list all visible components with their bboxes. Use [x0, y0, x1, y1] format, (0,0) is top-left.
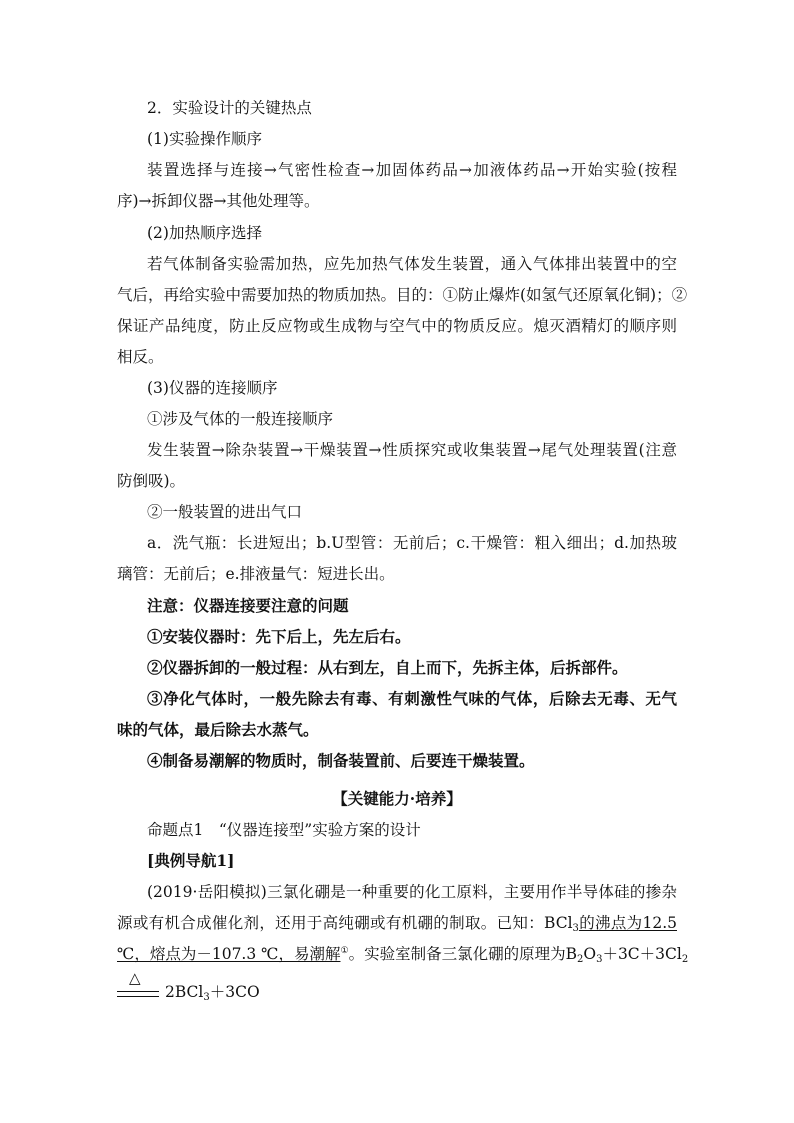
- paragraph-line: 保证产品纯度，防止反应物或生成物与空气中的物质反应。熄灭酒精灯的顺序则: [117, 317, 677, 335]
- list-item: ②一般装置的进出气口: [147, 503, 303, 521]
- paragraph-line: 发生装置→除杂装置→干燥装置→性质探究或收集装置→尾气处理装置(注意: [147, 441, 677, 459]
- note-item: ②仪器拆卸的一般过程：从右到左，自上而下，先拆主体，后拆部件。: [147, 658, 628, 677]
- paragraph-line: (2019·岳阳模拟)三氯化硼是一种重要的化工原料，主要用作半导体硅的掺杂: [147, 883, 677, 901]
- note-item: ④制备易潮解的物质时，制备装置前、后要连干燥装置。: [147, 751, 535, 770]
- paragraph-line: ℃，熔点为－107.3 ℃，易潮解①。实验室制备三氯化硼的原理为$B_2O_3+3C+3Cl_2$: [117, 945, 689, 965]
- list-item: ①涉及气体的一般连接顺序: [147, 410, 334, 428]
- paragraph-line: 装置选择与连接→气密性检查→加固体药品→加液体药品→开始实验(按程: [147, 161, 677, 179]
- example-heading: [典例导航1]: [147, 851, 235, 870]
- heading-key-points: 2．实验设计的关键热点: [147, 99, 312, 117]
- reaction-products: 2BCl$_3$＋3CO: [165, 983, 260, 1003]
- reaction-equation: [117, 970, 317, 1010]
- section-title: 【关键能力·培养】: [332, 789, 462, 808]
- note-heading: 注意：仪器连接要注意的问题: [147, 596, 349, 615]
- note-item: ①安装仪器时：先下后上，先左后右。: [147, 627, 411, 646]
- paragraph-line: 若气体制备实验需加热，应先加热气体发生装置，通入气体排出装置中的空: [147, 255, 677, 273]
- subheading-operation-order: (1)实验操作顺序: [147, 130, 262, 148]
- topic-heading: 命题点1 “仪器连接型”实验方案的设计: [147, 821, 421, 839]
- equals-double-line: [117, 991, 159, 997]
- heating-condition-symbol: △: [129, 969, 141, 987]
- paragraph-line: 序)→拆卸仪器→其他处理等。: [117, 192, 320, 210]
- paragraph-line: 气后，再给实验中需要加热的物质加热。目的：①防止爆炸(如氢气还原氧化铜)；②: [117, 286, 688, 304]
- subheading-heating-order: (2)加热顺序选择: [147, 224, 262, 242]
- subheading-connection-order: (3)仪器的连接顺序: [147, 379, 278, 397]
- paragraph-line: 防倒吸)。: [117, 472, 186, 490]
- note-item: ③净化气体时，一般先除去有毒、有刺激性气味的气体，后除去无毒、无气: [147, 689, 677, 708]
- paragraph-line: 源或有机合成催化剂，还用于高纯硼或有机硼的制取。已知：BCl$_3$的沸点为12.5: [117, 914, 677, 934]
- paragraph-line: 相反。: [117, 348, 164, 366]
- note-item: 味的气体，最后除去水蒸气。: [117, 720, 319, 739]
- paragraph-line: a．洗气瓶：长进短出；b.U型管：无前后；c.干燥管：粗入细出；d.加热玻: [147, 534, 677, 552]
- paragraph-line: 璃管：无前后；e.排液量气：短进长出。: [117, 565, 395, 583]
